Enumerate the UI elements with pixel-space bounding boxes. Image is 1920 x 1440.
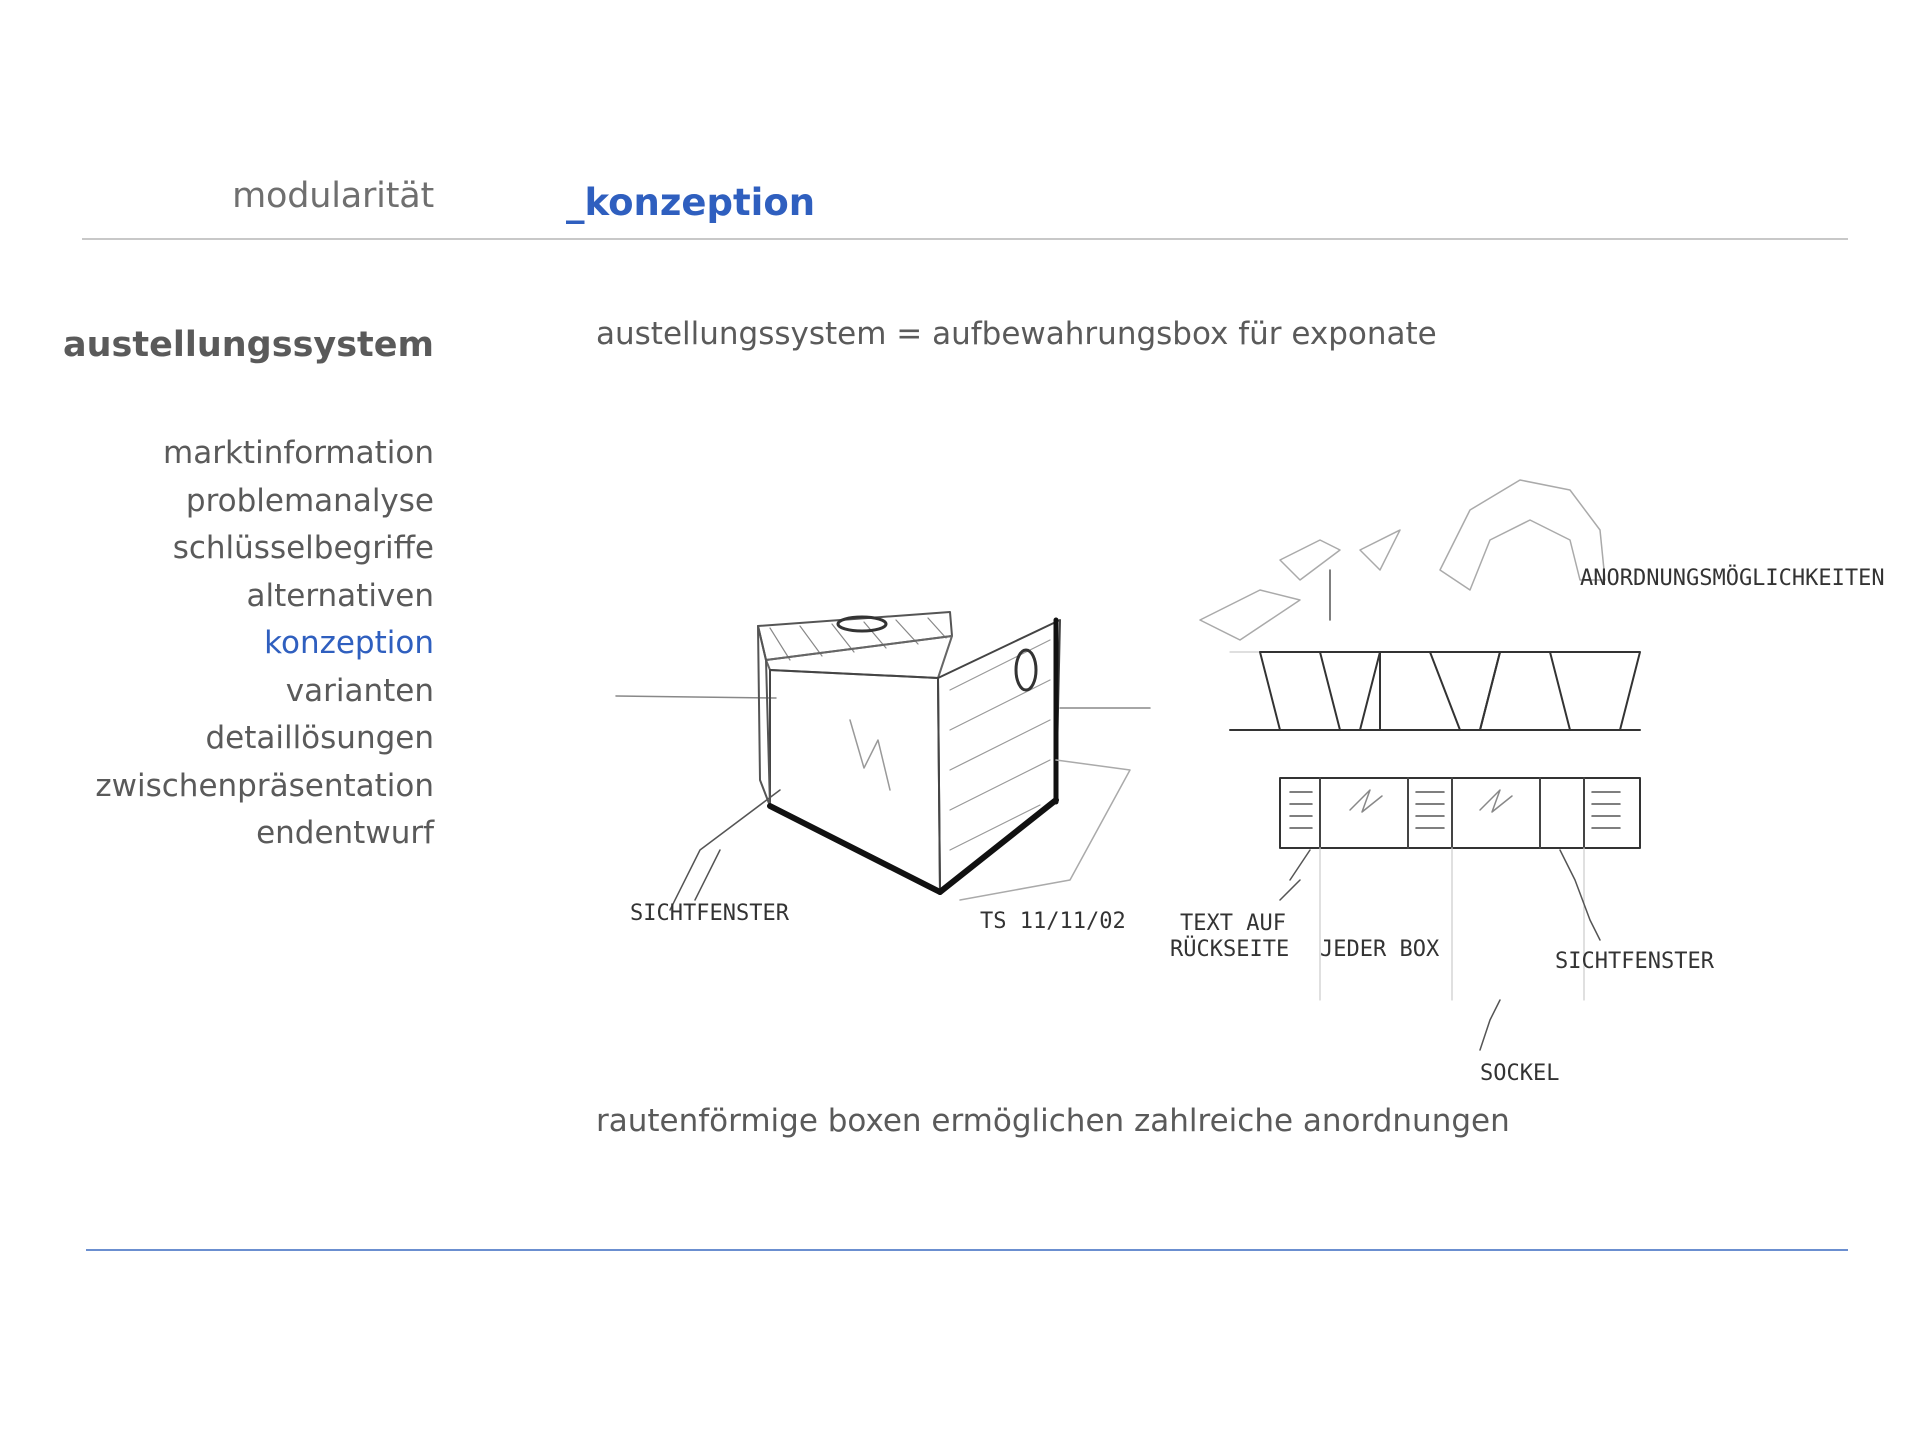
sidebar-item-zwischenpraesentation[interactable]: zwischenpräsentation — [95, 767, 434, 804]
sidebar-item-varianten[interactable]: varianten — [285, 672, 434, 709]
sidebar-section-title: austellungssystem — [63, 325, 434, 365]
sidebar-item-detailloesungen[interactable]: detaillösungen — [205, 720, 434, 756]
label-text-auf-2: RÜCKSEITE — [1170, 937, 1290, 962]
caption-text: rautenförmige boxen ermöglichen zahlreiche anordnungen — [596, 1103, 1510, 1139]
sidebar-nav — [95, 430, 434, 858]
label-sichtfenster-right: SICHTFENSTER — [1555, 949, 1714, 974]
box-perspective-drawing — [616, 612, 1150, 910]
sidebar-item-alternativen[interactable]: alternativen — [246, 577, 434, 614]
sidebar-item-endentwurf[interactable]: endentwurf — [256, 815, 434, 851]
label-signature: TS 11/11/02 — [980, 909, 1126, 934]
intro-text: austellungssystem = aufbewahrungsbox für exponate — [596, 316, 1437, 352]
concept-sketch — [600, 440, 1885, 1120]
sidebar-item-marktinformation[interactable]: marktinformation — [163, 435, 434, 471]
sidebar-item-konzeption[interactable]: konzeption — [264, 625, 434, 661]
sidebar-item-schluesselbegriffe[interactable]: schlüsselbegriffe — [172, 530, 434, 566]
label-jeder-box: JEDER BOX — [1320, 937, 1440, 962]
label-sichtfenster-left: SICHTFENSTER — [630, 901, 789, 926]
bottom-divider — [86, 1249, 1848, 1251]
label-sockel: SOCKEL — [1480, 1061, 1560, 1086]
label-anordnung: ANORDNUNGSMÖGLICHKEITEN — [1580, 566, 1885, 591]
page-title: _konzeption — [566, 181, 816, 224]
top-divider — [82, 238, 1848, 240]
header-section-label: modularität — [232, 176, 434, 216]
sidebar-item-problemanalyse[interactable]: problemanalyse — [185, 482, 434, 519]
label-text-auf-1: TEXT AUF — [1180, 911, 1286, 936]
